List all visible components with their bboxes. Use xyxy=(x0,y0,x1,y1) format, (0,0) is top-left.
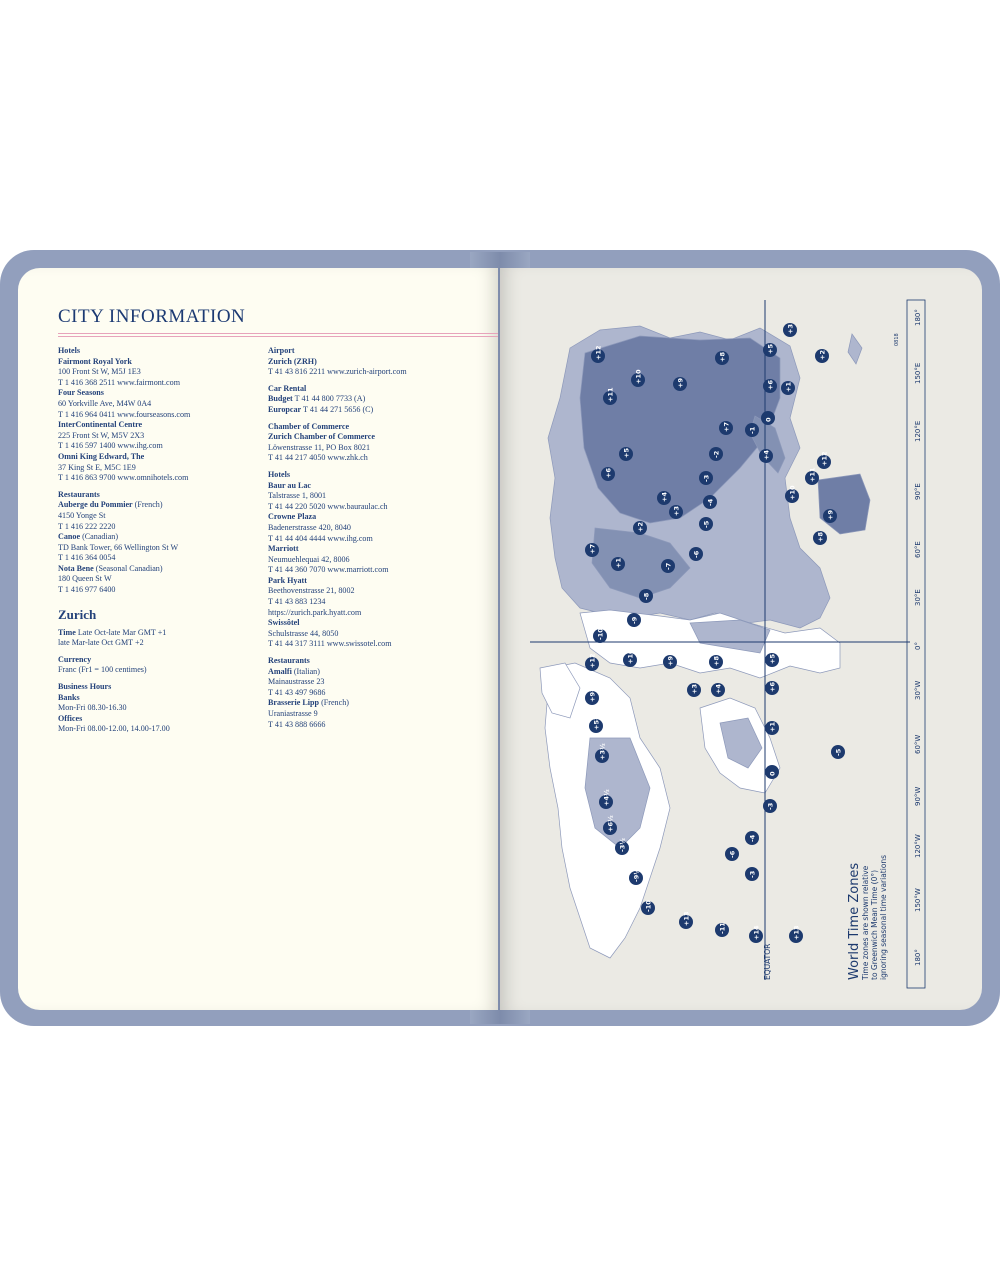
entry-heading xyxy=(268,346,478,357)
title-rule-bottom xyxy=(58,336,498,337)
zone-marker xyxy=(817,452,831,470)
zone-marker-label: +7 xyxy=(588,544,597,554)
zone-marker-label: +9½ xyxy=(588,685,597,702)
zone-marker xyxy=(745,423,759,437)
zone-marker xyxy=(641,900,655,915)
zone-marker xyxy=(759,449,773,463)
zone-marker xyxy=(709,655,723,669)
entry-heading xyxy=(268,432,478,443)
zone-marker-label: -10 xyxy=(644,900,653,912)
land-australia xyxy=(818,474,870,534)
entry-text: 225 Front St W, M5V 2X3 xyxy=(58,430,145,440)
entry-line xyxy=(268,453,478,464)
zone-marker-label: +3 xyxy=(690,684,699,694)
zone-marker-label: +8 xyxy=(816,532,825,542)
zone-marker-label: +10 xyxy=(788,485,797,500)
entry-text: Four Seasons xyxy=(58,388,104,398)
zone-marker-label: -11 xyxy=(718,922,727,934)
entry-heading xyxy=(58,693,268,704)
subtitle-line: ignoring seasonal time variations xyxy=(879,854,888,980)
zone-marker xyxy=(709,447,723,461)
entry-heading xyxy=(58,628,268,639)
entry-line xyxy=(268,677,478,688)
zone-marker xyxy=(785,485,799,503)
zone-marker xyxy=(765,765,779,779)
zone-marker-label: +9 xyxy=(676,378,685,388)
zone-marker xyxy=(601,467,615,481)
zone-marker-label: +9 xyxy=(666,656,675,666)
entry-text: T 1 416 964 0411 www.fourseasons.com xyxy=(58,409,191,419)
zone-marker-label: +5 xyxy=(766,344,775,354)
entry-line xyxy=(58,638,268,649)
entry-text: Restaurants xyxy=(268,656,310,666)
entry-text: Nota Bene xyxy=(58,563,94,573)
entry-note: T 41 44 800 7733 (A) xyxy=(292,394,366,404)
zone-marker-label: +11 xyxy=(808,467,817,482)
longitude-label: 180° xyxy=(914,949,922,966)
zone-marker-label: +8 xyxy=(712,656,721,666)
zone-marker-label: -3½ xyxy=(618,838,627,852)
entry-text: T 41 44 317 3111 www.swissotel.com xyxy=(268,639,392,649)
entry-line xyxy=(268,491,478,502)
zone-marker xyxy=(585,654,599,672)
entry-heading xyxy=(58,682,268,693)
entry-text: T 41 44 404 4444 www.ihg.com xyxy=(268,533,373,543)
entry-heading xyxy=(58,500,268,511)
zone-marker-label: +6 xyxy=(768,682,777,692)
entry-text: T 41 43 883 1234 xyxy=(268,597,326,607)
zone-marker xyxy=(763,799,777,813)
longitude-label: 90°W xyxy=(914,786,922,806)
zone-marker xyxy=(745,867,759,881)
longitude-label: 30°W xyxy=(914,680,922,700)
entry-heading xyxy=(58,655,268,666)
entry-line xyxy=(58,463,268,474)
longitude-label: 150°W xyxy=(914,888,922,912)
zone-marker xyxy=(679,912,693,930)
zone-marker xyxy=(761,411,775,425)
entry-text: Crowne Plaza xyxy=(268,512,317,522)
entry-text: Zurich Chamber of Commerce xyxy=(268,432,375,442)
entry-text: Hotels xyxy=(58,346,81,355)
zone-marker xyxy=(781,381,795,395)
entry-text: Schulstrasse 44, 8050 xyxy=(268,628,339,638)
entry-line xyxy=(268,555,478,566)
zone-marker-label: -2 xyxy=(712,450,721,458)
zone-marker-label: -3 xyxy=(702,474,711,482)
zone-marker xyxy=(831,745,845,759)
entry-text: late Mar-late Oct GMT +2 xyxy=(58,638,144,648)
zone-marker-label: 0 xyxy=(764,417,773,422)
longitude-label: 120°E xyxy=(914,420,922,442)
zone-marker-label: +12 xyxy=(594,345,603,360)
world-time-zone-map xyxy=(500,268,982,1010)
entry-heading xyxy=(268,698,478,709)
zone-marker xyxy=(715,351,729,365)
entry-note: (Italian) xyxy=(291,666,320,676)
longitude-label: 60°E xyxy=(914,541,922,558)
zone-marker xyxy=(669,505,683,519)
entry-heading xyxy=(268,481,478,492)
entry-line xyxy=(58,522,268,533)
entry-line xyxy=(268,443,478,454)
entry-line xyxy=(268,565,478,576)
zurich-basics xyxy=(58,628,268,735)
zone-marker xyxy=(611,557,625,571)
entry-heading xyxy=(58,564,268,575)
zone-marker-label: -5 xyxy=(702,520,711,528)
entry-text: Airport xyxy=(268,346,295,355)
entry-line xyxy=(58,703,268,714)
entry-text: Canoe xyxy=(58,532,81,542)
city-heading-zurich: Zurich xyxy=(58,606,97,622)
zone-marker xyxy=(765,653,779,667)
entry-text: T 1 416 597 1400 www.ihg.com xyxy=(58,441,163,451)
entry-line xyxy=(58,724,268,735)
map-code: 0818 xyxy=(894,333,900,346)
zone-marker-label: +13 xyxy=(792,925,801,940)
zone-marker xyxy=(815,349,829,363)
entry-text: 60 Yorkville Ave, M4W 0A4 xyxy=(58,398,152,408)
entry-line xyxy=(268,608,478,619)
entry-text: T 41 44 360 7070 www.marriott.com xyxy=(268,565,389,575)
zone-marker-label: -5 xyxy=(834,748,843,756)
zone-marker-label: +3 xyxy=(786,324,795,334)
entry-note: (French) xyxy=(132,500,163,510)
entry-heading xyxy=(58,346,268,357)
zone-marker-label: -10 xyxy=(596,628,605,640)
zone-marker xyxy=(663,655,677,669)
entry-text: Park Hyatt xyxy=(268,575,307,585)
entry-heading xyxy=(58,490,268,501)
zone-marker-label: +1 xyxy=(784,382,793,392)
zone-marker xyxy=(699,471,713,485)
zone-marker xyxy=(805,467,819,485)
entry-heading xyxy=(268,544,478,555)
entry-text: Baur au Lac xyxy=(268,480,312,490)
zone-marker xyxy=(783,323,797,337)
entry-heading xyxy=(58,532,268,543)
entry-line xyxy=(268,709,478,720)
zone-marker-label: +6 xyxy=(766,380,775,390)
entry-text: T 41 43 888 6666 xyxy=(268,719,326,729)
zone-marker xyxy=(719,421,733,435)
zone-marker xyxy=(585,543,599,557)
zone-marker xyxy=(687,683,701,697)
entry-text: Chamber of Commerce xyxy=(268,421,350,431)
entry-text: T 1 416 863 9700 www.omnihotels.com xyxy=(58,473,189,483)
zone-marker-label: -4 xyxy=(706,498,715,506)
entry-text: Car Rental xyxy=(268,383,307,393)
zone-marker xyxy=(711,683,725,697)
entry-heading xyxy=(268,470,478,481)
zone-marker-label: +7 xyxy=(722,422,731,432)
longitude-label: 150°E xyxy=(914,362,922,384)
zone-marker-label: -8 xyxy=(642,592,651,600)
entry-text: Budget xyxy=(268,394,293,404)
zone-marker xyxy=(765,681,779,695)
zone-marker xyxy=(619,447,633,461)
zone-marker xyxy=(725,847,739,861)
entry-text: Auberge du Pommier xyxy=(58,500,133,510)
entry-heading xyxy=(268,618,478,629)
zone-marker-label: +2 xyxy=(636,522,645,532)
entry-note: (French) xyxy=(319,698,349,708)
entry-text: T 41 44 220 5020 www.bauraulac.ch xyxy=(268,501,388,511)
zone-marker-label: +6½ xyxy=(606,815,615,832)
entry-line xyxy=(268,720,478,731)
entry-note: Late Oct-late Mar GMT +1 xyxy=(75,627,167,637)
zone-marker xyxy=(699,517,713,531)
entry-heading xyxy=(268,422,478,433)
entry-text: T 1 416 364 0054 xyxy=(58,553,116,563)
subtitle-line: to Greenwich Mean Time (0°) xyxy=(870,869,879,980)
info-column-left xyxy=(58,346,268,735)
zone-marker-label: +8 xyxy=(718,352,727,362)
entry-text: Beethovenstrasse 21, 8002 xyxy=(268,586,355,596)
toronto-listing xyxy=(58,346,268,596)
entry-note: T 41 44 271 5656 (C) xyxy=(301,404,374,414)
zone-marker-label: -3 xyxy=(766,802,775,810)
entry-heading xyxy=(268,405,478,416)
entry-heading xyxy=(268,576,478,587)
entry-line xyxy=(268,639,478,650)
entry-text: Uraniastrasse 9 xyxy=(268,709,318,718)
entry-text: Currency xyxy=(58,654,92,664)
entry-text: Mon-Fri 08.30-16.30 xyxy=(58,703,127,713)
subtitle-line: Time zones are shown relative xyxy=(861,865,870,980)
zone-marker xyxy=(661,559,675,573)
entry-heading xyxy=(268,394,478,405)
entry-text: 180 Queen St W xyxy=(58,574,112,584)
entry-line xyxy=(58,431,268,442)
zone-marker-label: +11 xyxy=(606,387,615,402)
entry-heading xyxy=(268,667,478,678)
entry-line xyxy=(268,502,478,513)
entry-text: T 1 416 368 2511 www.fairmont.com xyxy=(58,377,180,387)
zone-marker xyxy=(789,926,803,944)
zone-marker-label: +12 xyxy=(820,451,829,466)
zone-marker xyxy=(633,521,647,535)
zone-marker xyxy=(765,721,779,735)
zone-marker-label: +9 xyxy=(826,510,835,520)
entry-line xyxy=(58,441,268,452)
entry-text: Mon-Fri 08.00-12.00, 14.00-17.00 xyxy=(58,724,170,734)
entry-text: Mainaustrasse 23 xyxy=(268,677,325,687)
entry-text: Swissôtel xyxy=(268,618,300,628)
entry-line xyxy=(268,629,478,640)
entry-text: Marriott xyxy=(268,544,299,554)
zone-marker-label: +4 xyxy=(714,684,723,694)
zone-marker xyxy=(823,509,837,523)
zone-marker-label: -1 xyxy=(748,426,757,434)
entry-text: T 1 416 977 6400 xyxy=(58,585,116,595)
entry-line xyxy=(58,410,268,421)
zone-marker-label: +6 xyxy=(604,468,613,478)
entry-line xyxy=(268,367,478,378)
entry-line xyxy=(268,586,478,597)
zone-marker xyxy=(715,922,729,937)
zone-marker-label: +14 xyxy=(752,925,761,940)
zone-marker-label: -4 xyxy=(748,834,757,842)
zone-marker-label: -6 xyxy=(692,550,701,558)
entry-note: (Seasonal Canadian) xyxy=(93,563,163,573)
entry-note: (Canadian) xyxy=(80,532,119,542)
zone-marker-label: +12 xyxy=(588,653,597,668)
entry-line xyxy=(58,367,268,378)
zone-marker xyxy=(749,925,763,943)
entry-line xyxy=(58,543,268,554)
equator-label: EQUATOR xyxy=(763,943,772,980)
zone-marker xyxy=(813,531,827,545)
zone-marker-label: -3 xyxy=(748,870,757,878)
zone-marker xyxy=(763,379,777,393)
zone-marker-label: +1 xyxy=(768,722,777,732)
entry-text: T 41 43 497 9686 xyxy=(268,687,326,697)
zone-marker xyxy=(689,547,703,561)
zone-marker-label: 0 xyxy=(768,771,777,776)
zone-marker xyxy=(639,589,653,603)
entry-line xyxy=(268,534,478,545)
zone-marker-label: +3 xyxy=(672,506,681,516)
entry-heading xyxy=(268,384,478,395)
longitude-labels xyxy=(914,309,922,966)
zone-marker-label: +4½ xyxy=(602,789,611,806)
entry-text: 100 Front St W, M5J 1E3 xyxy=(58,367,141,377)
entry-line xyxy=(58,553,268,564)
zone-marker xyxy=(657,491,671,505)
entry-text: Talstrasse 1, 8001 xyxy=(268,491,327,501)
entry-line xyxy=(268,688,478,699)
entry-text: Banks xyxy=(58,692,80,702)
entry-text: InterContinental Centre xyxy=(58,420,143,430)
longitude-label: 0° xyxy=(914,642,922,650)
entry-text: Offices xyxy=(58,713,83,723)
zone-marker-label: -9½ xyxy=(632,868,641,882)
zone-marker-label: +10 xyxy=(634,369,643,384)
entry-line xyxy=(58,399,268,410)
entry-line xyxy=(58,665,268,676)
entry-heading xyxy=(268,512,478,523)
longitude-label: 30°E xyxy=(914,589,922,606)
entry-text: Business Hours xyxy=(58,682,112,692)
page-title: CITY INFORMATION xyxy=(58,306,246,327)
map-title: World Time Zones xyxy=(847,862,862,980)
entry-heading xyxy=(58,388,268,399)
entry-text: Restaurants xyxy=(58,489,100,499)
entry-text: Omni King Edward, The xyxy=(58,451,145,461)
entry-text: Hotels xyxy=(268,469,291,479)
entry-line xyxy=(268,597,478,608)
entry-text: https://zurich.park.hyatt.com xyxy=(268,607,362,617)
entry-text: Time xyxy=(58,627,76,637)
zone-marker-label: +5 xyxy=(622,448,631,458)
zone-marker-label: +5½ xyxy=(592,713,601,730)
zone-marker-label: +5 xyxy=(768,654,777,664)
title-rule-top xyxy=(58,333,498,334)
info-column-right xyxy=(268,346,478,730)
zurich-listing xyxy=(268,346,478,730)
entry-text: 37 King St E, M5C 1E9 xyxy=(58,462,136,472)
longitude-label: 60°W xyxy=(914,734,922,754)
map-subtitle xyxy=(861,855,888,981)
entry-line xyxy=(268,523,478,534)
entry-text: Europcar xyxy=(268,404,302,414)
zone-marker-label: +10 xyxy=(626,649,635,664)
entry-heading xyxy=(268,656,478,667)
entry-text: T 41 44 217 4050 www.zhk.ch xyxy=(268,453,368,463)
entry-line xyxy=(58,574,268,585)
zone-marker-label: +4 xyxy=(660,492,669,502)
zone-marker xyxy=(745,831,759,845)
zone-marker-label: +3½ xyxy=(598,743,607,760)
entry-text: Zurich (ZRH) xyxy=(268,356,317,366)
zone-marker-label: +13 xyxy=(682,911,691,926)
entry-heading xyxy=(268,357,478,368)
entry-text: T 1 416 222 2220 xyxy=(58,521,116,531)
entry-heading xyxy=(58,452,268,463)
entry-text: Löwenstrasse 11, PO Box 8021 xyxy=(268,442,370,452)
zone-marker-label: -9 xyxy=(630,616,639,624)
entry-text: Amalfi xyxy=(268,666,292,676)
longitude-label: 120°W xyxy=(914,834,922,858)
zone-marker-label: +2 xyxy=(818,350,827,360)
zone-marker-label: -6 xyxy=(728,850,737,858)
land-new-zealand xyxy=(848,334,862,364)
entry-text: Badenerstrasse 420, 8040 xyxy=(268,522,351,532)
entry-text: T 41 43 816 2211 www.zurich-airport.com xyxy=(268,367,407,377)
entry-text: Franc (Fr1 = 100 centimes) xyxy=(58,665,147,675)
entry-text: Neumuehlequai 42, 8006 xyxy=(268,554,350,564)
zone-marker xyxy=(627,613,641,627)
entry-text: Brasserie Lipp xyxy=(268,698,320,708)
entry-heading xyxy=(58,420,268,431)
zone-marker xyxy=(763,343,777,357)
entry-text: Fairmont Royal York xyxy=(58,356,132,366)
longitude-label: 180° xyxy=(914,309,922,326)
entry-heading xyxy=(58,714,268,725)
entry-line xyxy=(58,585,268,596)
zone-marker-label: +4 xyxy=(762,450,771,460)
entry-line xyxy=(58,378,268,389)
zone-marker-label: -7 xyxy=(664,562,673,570)
entry-line xyxy=(58,511,268,522)
longitude-label: 90°E xyxy=(914,483,922,500)
entry-text: TD Bank Tower, 66 Wellington St W xyxy=(58,542,179,552)
entry-heading xyxy=(58,357,268,368)
entry-line xyxy=(58,473,268,484)
zone-marker xyxy=(703,495,717,509)
zone-marker xyxy=(673,377,687,391)
zone-marker-label: +1 xyxy=(614,558,623,568)
entry-text: 4150 Yonge St xyxy=(58,510,106,520)
